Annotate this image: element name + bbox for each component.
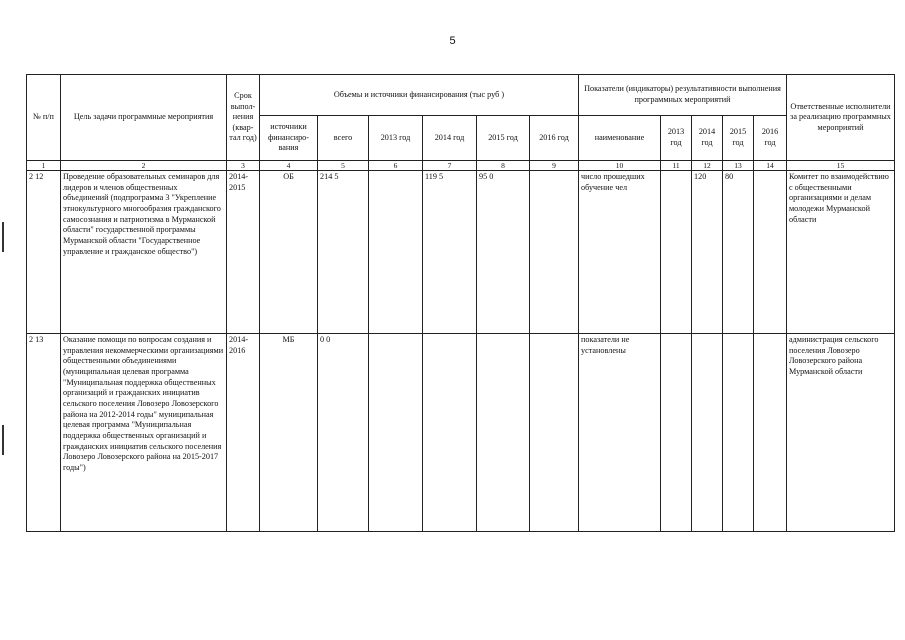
header-num: № п/п	[27, 75, 61, 161]
header-indicators: Показатели (индикаторы) результативности выполнения программных мероприятий	[579, 75, 787, 116]
row-total: 0 0	[318, 334, 369, 532]
column-number: 10	[579, 161, 661, 171]
page-number: 5	[449, 35, 456, 47]
row-year-2016	[530, 171, 579, 334]
column-number: 14	[754, 161, 787, 171]
row-term: 2014-2016	[227, 334, 260, 532]
row-indicator-2016	[754, 171, 787, 334]
row-year-2013	[369, 334, 423, 532]
program-activities-table	[26, 74, 895, 532]
row-indicator-2015	[723, 334, 754, 532]
column-number-row	[27, 161, 895, 171]
row-number: 2 12	[27, 171, 61, 334]
table-row	[27, 171, 895, 334]
row-indicator-2014: 120	[692, 171, 723, 334]
column-number: 1	[27, 161, 61, 171]
header-responsible: Ответственные исполнители за реализацию программных мероприятий	[787, 75, 895, 161]
column-number: 12	[692, 161, 723, 171]
row-responsible: Комитет по взаимодействию с общественными организациями и делам молодежи Мурманской области	[787, 171, 895, 334]
column-number: 8	[477, 161, 530, 171]
row-year-2014	[423, 334, 477, 532]
row-year-2015	[477, 334, 530, 532]
column-number: 2	[61, 161, 227, 171]
row-indicator-name: число прошедших обучение чел	[579, 171, 661, 334]
scan-edge-mark	[2, 425, 4, 455]
row-source: МБ	[260, 334, 318, 532]
header-term: Срок выпол-нения (квар-тал год)	[227, 75, 260, 161]
row-year-2016	[530, 334, 579, 532]
column-number: 9	[530, 161, 579, 171]
column-number: 6	[369, 161, 423, 171]
header-indicator-name: наименование	[579, 116, 661, 161]
column-number: 11	[661, 161, 692, 171]
row-indicator-2015: 80	[723, 171, 754, 334]
header-indicator-2016: 2016 год	[754, 116, 787, 161]
row-year-2014: 119 5	[423, 171, 477, 334]
column-number: 5	[318, 161, 369, 171]
row-goal: Проведение образовательных семинаров для лидеров и членов общественных объединений (подпрограмма 3 "Укрепление этнокультурного многообразия гражданского самосознания и патриотизма в Мурманской области" государственной программы Мурманской области "Государственное управление и гражданское общество")	[61, 171, 227, 334]
row-indicator-2013	[661, 334, 692, 532]
header-indicator-2015: 2015 год	[723, 116, 754, 161]
column-number: 3	[227, 161, 260, 171]
header-financing: Объемы и источники финансирования (тыс руб )	[260, 75, 579, 116]
column-number: 13	[723, 161, 754, 171]
row-indicator-2013	[661, 171, 692, 334]
row-indicator-2014	[692, 334, 723, 532]
header-goal: Цель задачи программные мероприятия	[61, 75, 227, 161]
header-indicator-2013: 2013 год	[661, 116, 692, 161]
header-year-2013: 2013 год	[369, 116, 423, 161]
row-term: 2014-2015	[227, 171, 260, 334]
header-total: всего	[318, 116, 369, 161]
scan-edge-mark	[2, 222, 4, 252]
column-number: 15	[787, 161, 895, 171]
row-total: 214 5	[318, 171, 369, 334]
row-goal: Оказание помощи по вопросам создания и управления некоммерческими организациями общественными объединениями (муниципальная целевая программа "Муниципальная поддержка общественных организаций и гражданских инициатив сельского поселения Ловозеро Ловозерского района на 2012-2014 годы" муниципальная целевая программа "Муниципальная поддержка общественных организаций и гражданских инициатив сельского поселения Ловозеро Ловозерского района на 2015-2017 годы")	[61, 334, 227, 532]
header-year-2014: 2014 год	[423, 116, 477, 161]
column-number: 7	[423, 161, 477, 171]
row-responsible: администрация сельского поселения Ловозеро Ловозерского района Мурманской области	[787, 334, 895, 532]
header-year-2016: 2016 год	[530, 116, 579, 161]
header-sources: источники финансиро-вания	[260, 116, 318, 161]
row-year-2015: 95 0	[477, 171, 530, 334]
row-indicator-2016	[754, 334, 787, 532]
row-source: ОБ	[260, 171, 318, 334]
row-indicator-name: показатели не установлены	[579, 334, 661, 532]
header-year-2015: 2015 год	[477, 116, 530, 161]
table-row	[27, 334, 895, 532]
row-number: 2 13	[27, 334, 61, 532]
header-indicator-2014: 2014 год	[692, 116, 723, 161]
row-year-2013	[369, 171, 423, 334]
column-number: 4	[260, 161, 318, 171]
